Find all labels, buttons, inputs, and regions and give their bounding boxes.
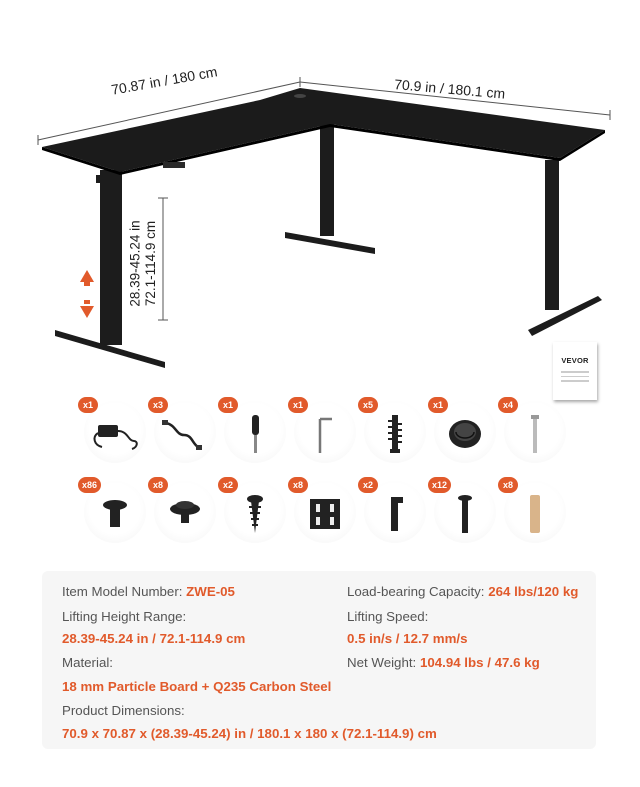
part-qty: x8: [288, 477, 308, 493]
part-qty: x1: [428, 397, 448, 413]
part-qty: x8: [498, 477, 518, 493]
lifting-range-label: Lifting Height Range:: [62, 609, 187, 624]
part-qty: x4: [498, 397, 518, 413]
part-long-screw: [428, 477, 498, 543]
load-label: Load-bearing Capacity:: [347, 584, 485, 599]
specs-panel: [42, 571, 596, 749]
part-qty: x12: [428, 477, 451, 493]
material-value: 18 mm Particle Board + Q235 Carbon Steel: [62, 679, 332, 694]
part-bracket-plate: [288, 477, 358, 543]
part-qty: x1: [78, 397, 98, 413]
product-dim-label: Product Dimensions:: [62, 703, 185, 718]
manual-brand: VEVOR: [561, 356, 589, 365]
part-qty: x2: [358, 477, 378, 493]
part-allen-key: [288, 397, 358, 463]
model-label: Item Model Number:: [62, 584, 183, 599]
part-grommet: [428, 397, 498, 463]
part-l-bracket: [358, 477, 428, 543]
part-qty: x2: [218, 477, 238, 493]
load-value: 264 lbs/120 kg: [488, 584, 579, 599]
speed-value: 0.5 in/s / 12.7 mm/s: [347, 631, 468, 646]
part-wood-dowel: [498, 477, 568, 543]
product-dim-value: 70.9 x 70.87 x (28.39-45.24) in / 180.1 x 180 x (72.1-114.9) cm: [62, 726, 437, 741]
part-bolt-long: [498, 397, 568, 463]
height-inch-label: 28.39-45.24 in: [127, 220, 143, 307]
part-qty: x86: [78, 477, 101, 493]
control-panel: [163, 162, 185, 168]
height-cm-label: 72.1-114.9 cm: [143, 220, 159, 307]
part-qty: x1: [288, 397, 308, 413]
part-qty: x5: [358, 397, 378, 413]
right-width-label: 70.9 in / 180.1 cm: [393, 76, 506, 102]
part-cable-clip: [358, 397, 428, 463]
material-label: Material:: [62, 655, 113, 670]
speed-label: Lifting Speed:: [347, 609, 429, 624]
lifting-range-value: 28.39-45.24 in / 72.1-114.9 cm: [62, 631, 246, 646]
part-wood-screw: [218, 477, 288, 543]
height-arrows: [80, 270, 94, 318]
weight-value: 104.94 lbs / 47.6 kg: [419, 655, 540, 670]
part-qty: x3: [148, 397, 168, 413]
user-manual: [553, 342, 597, 400]
grommet-hole: [294, 94, 306, 98]
weight-label: Net Weight:: [347, 655, 417, 670]
model-value: ZWE-05: [186, 584, 235, 599]
part-flange-screw: [148, 477, 218, 543]
part-qty: x8: [148, 477, 168, 493]
part-cable: [148, 397, 218, 463]
part-qty: x1: [218, 397, 238, 413]
part-screwdriver: [218, 397, 288, 463]
part-machine-screw: [78, 477, 148, 543]
part-power-adapter: [78, 397, 148, 463]
left-width-label: 70.87 in / 180 cm: [110, 63, 219, 98]
